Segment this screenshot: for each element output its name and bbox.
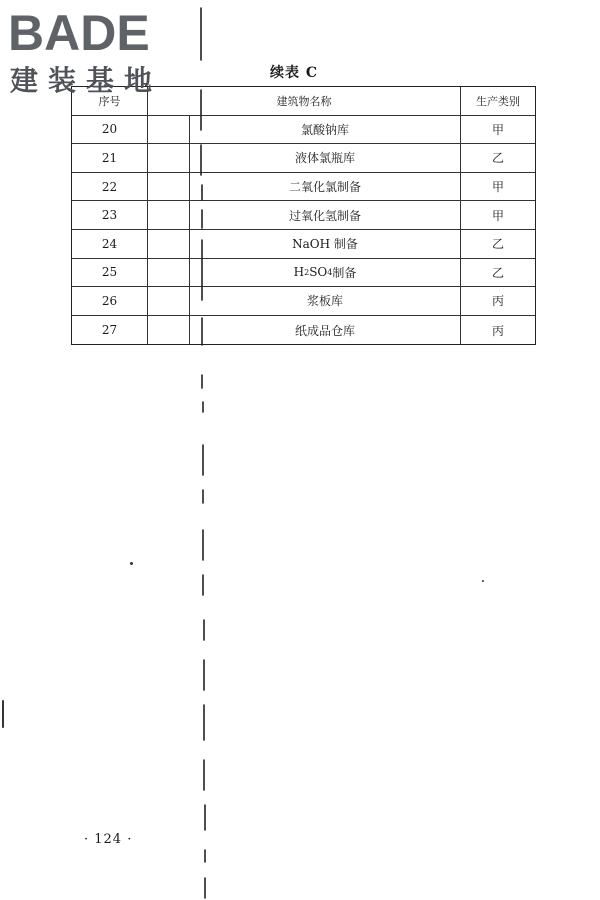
- row-no: 23: [72, 201, 148, 229]
- formula-sub-2: 2: [304, 267, 310, 277]
- table-caption: 续表 C: [270, 65, 319, 81]
- row-blank: [148, 316, 190, 345]
- row-blank: [148, 116, 190, 144]
- row-category: 甲: [491, 122, 504, 137]
- row-category: 丙: [491, 294, 504, 309]
- row-category: 丙: [491, 323, 504, 338]
- production-category-table: [71, 86, 536, 345]
- table-row: [72, 316, 535, 345]
- row-no: 21: [72, 144, 148, 172]
- row-no: 25: [72, 259, 148, 287]
- row-category: 乙: [491, 265, 504, 280]
- row-category: 乙: [491, 151, 504, 166]
- scan-speck: [482, 580, 484, 582]
- bade-logo: [8, 4, 178, 94]
- table-row: [72, 287, 535, 316]
- row-category: 乙: [491, 237, 504, 252]
- row-blank: [148, 259, 190, 287]
- row-name: 浆板库: [190, 287, 461, 315]
- row-blank: [148, 230, 190, 258]
- scan-edge-mark: [2, 700, 4, 728]
- page-number: · 124 ·: [84, 832, 133, 847]
- header-no: 序号: [72, 87, 148, 115]
- row-blank: [148, 201, 190, 229]
- formula-h: H: [293, 265, 305, 280]
- row-blank: [148, 287, 190, 315]
- row-name: 纸成品仓库: [190, 316, 461, 345]
- header-category: 生产类别: [476, 94, 520, 108]
- scan-speck: [130, 562, 133, 565]
- row-no: 22: [72, 173, 148, 201]
- row-no: 26: [72, 287, 148, 315]
- logo-subtitle-text: 建装基地: [10, 64, 163, 94]
- row-category: 甲: [491, 180, 504, 195]
- table-row: [72, 259, 535, 288]
- row-category: 甲: [491, 208, 504, 223]
- formula-sub-4: 4: [327, 267, 333, 277]
- row-name: 二氧化氯制备: [190, 173, 461, 201]
- table-row: [72, 144, 535, 173]
- header-name: 建筑物名称: [148, 87, 461, 115]
- row-name: [190, 259, 461, 287]
- row-name: 氯酸钠库: [190, 116, 461, 144]
- row-name: 过氧化氢制备: [190, 201, 461, 229]
- formula-so: SO: [309, 265, 328, 280]
- table-row: [72, 173, 535, 202]
- table-row: [72, 116, 535, 145]
- row-no: 20: [72, 116, 148, 144]
- row-no: 24: [72, 230, 148, 258]
- table-row: [72, 201, 535, 230]
- logo-brand-text: BADE: [8, 5, 150, 61]
- formula-suffix: 制备: [332, 265, 357, 280]
- row-name: 液体氯瓶库: [190, 144, 461, 172]
- row-blank: [148, 173, 190, 201]
- bade-logo-graphic: [8, 4, 178, 94]
- table-row: [72, 230, 535, 259]
- row-no: 27: [72, 316, 148, 345]
- row-blank: [148, 144, 190, 172]
- row-name: NaOH 制备: [190, 230, 461, 258]
